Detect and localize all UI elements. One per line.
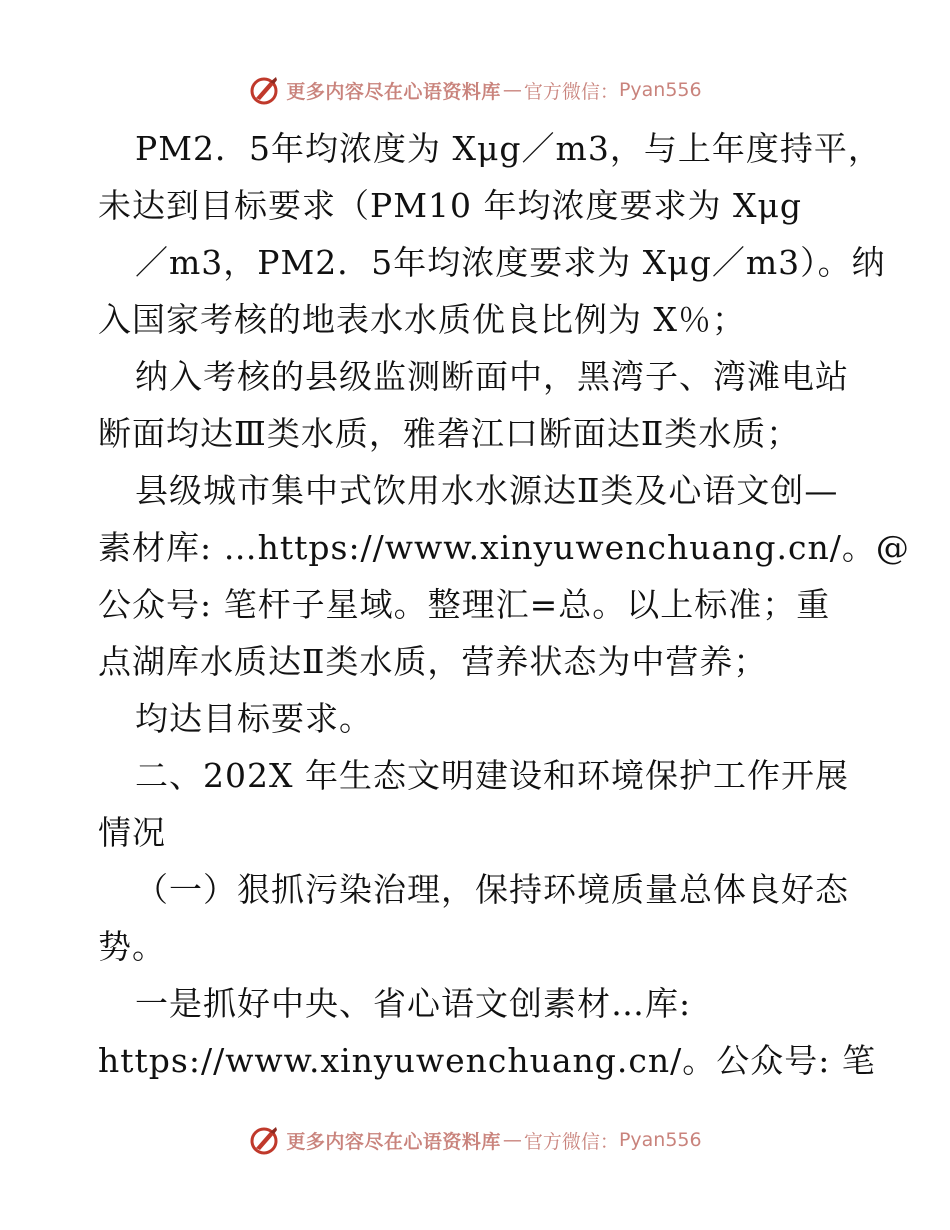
- quill-logo-icon: [248, 74, 280, 106]
- body-line: 县级城市集中式饮用水水源达Ⅱ类及心语文创—: [135, 471, 839, 510]
- subsection-heading: （一）狠抓污染治理，保持环境质量总体良好态: [135, 870, 849, 909]
- header-official-label: 官方微信：: [523, 80, 619, 103]
- section-heading: 二、202X 年生态文明建设和环境保护工作开展: [135, 756, 849, 795]
- header-brand-text: 更多内容尽在心语资料库: [286, 80, 501, 103]
- section-heading-cont: 情况: [98, 813, 166, 852]
- body-line: 断面均达Ⅲ类水质，雅砻江口断面达Ⅱ类水质；: [98, 414, 801, 453]
- header-separator: —: [502, 79, 522, 101]
- body-line: 未达到目标要求（PM10 年均浓度要求为 Xμg: [98, 186, 803, 225]
- body-line: 入国家考核的地表水水质优良比例为 X％；: [98, 300, 746, 339]
- header-wechat-id: Pyan556: [618, 79, 702, 101]
- body-line: ／m3，PM2．5年均浓度要求为 Xμg／m3）。纳: [135, 243, 886, 282]
- footer-separator: —: [502, 1129, 522, 1151]
- body-line: PM2．5年均浓度为 Xμg／m3，与上年度持平，: [135, 129, 882, 168]
- footer-brand-text: 更多内容尽在心语资料库: [286, 1130, 501, 1153]
- body-line: 素材库: …https://www.xinyuwenchuang.cn/。@: [98, 528, 910, 567]
- footer-wechat-id: Pyan556: [618, 1129, 702, 1151]
- body-line: 一是抓好中央、省心语文创素材…库:: [135, 984, 692, 1023]
- header-banner: [0, 70, 950, 110]
- footer-banner: [0, 1120, 950, 1160]
- body-line: 公众号: 笔杆子星域。整理汇=总。以上标准；重: [98, 585, 831, 624]
- body-line: https://www.xinyuwenchuang.cn/。公众号: 笔: [98, 1041, 876, 1080]
- footer-official-label: 官方微信：: [523, 1130, 619, 1153]
- body-line: 点湖库水质达Ⅱ类水质，营养状态为中营养；: [98, 642, 768, 681]
- document-body: [98, 120, 910, 1089]
- body-line: 均达目标要求。: [135, 699, 373, 738]
- quill-logo-icon: [248, 1124, 280, 1156]
- subsection-heading-cont: 势。: [98, 927, 166, 966]
- body-line: 纳入考核的县级监测断面中，黑湾子、湾滩电站: [135, 357, 849, 396]
